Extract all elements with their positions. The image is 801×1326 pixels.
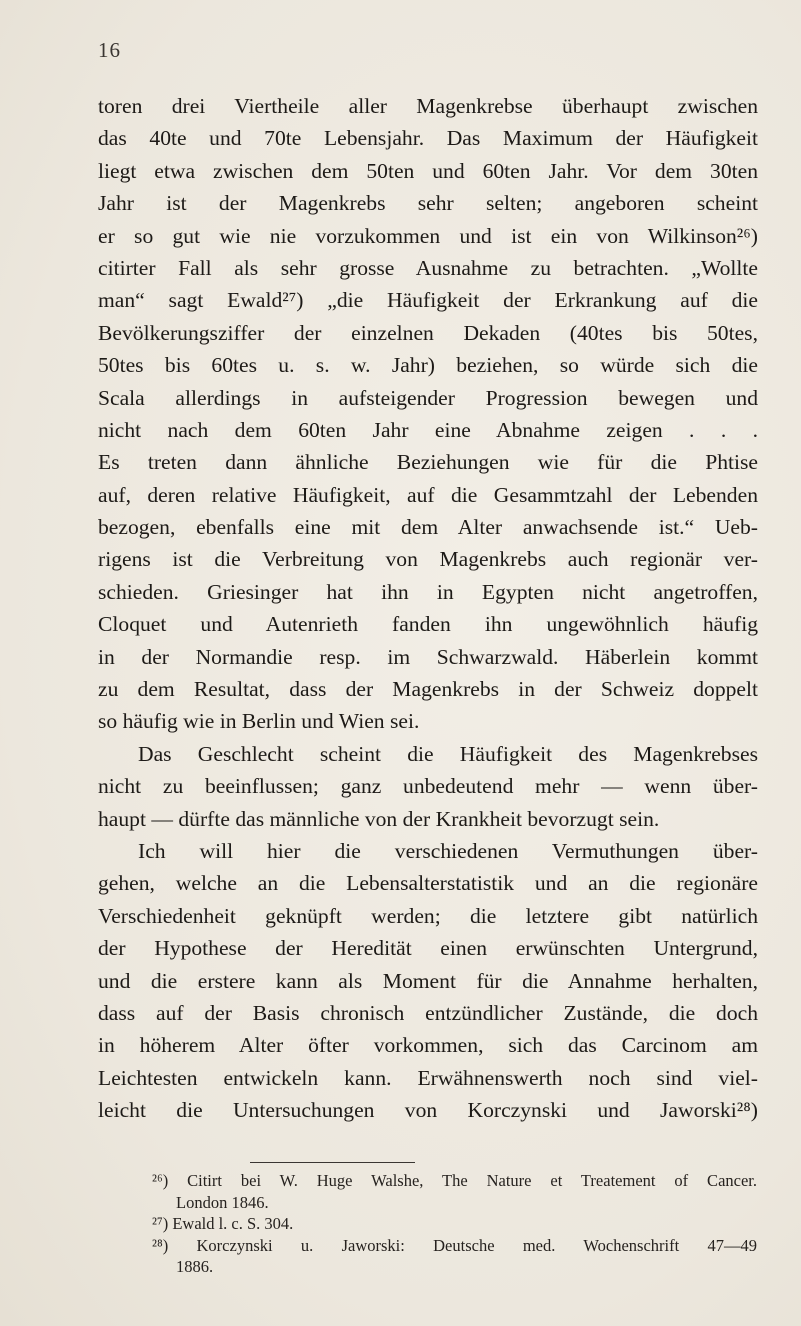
text-line: toren drei Viertheile aller Magenkrebse überhaupt zwischen	[98, 94, 758, 118]
text-line: dass auf der Basis chronisch entzündlicher Zustände, die doch	[98, 1000, 758, 1025]
text-line: liegt etwa zwischen dem 50ten und 60ten Jahr. Vor dem 30ten	[98, 158, 758, 183]
footnote-26: ²⁶) Citirt bei W. Huge Walshe, The Nature et Treatement of Cancer.	[152, 1171, 757, 1190]
page-number: 16	[98, 38, 121, 62]
text-line: er so gut wie nie vorzukommen und ist ein von Wilkinson²⁶)	[98, 223, 758, 248]
text-line: Verschiedenheit geknüpft werden; die letztere gibt natürlich	[98, 903, 758, 928]
text-line-paragraph-start: Das Geschlecht scheint die Häufigkeit des Magenkrebses	[138, 741, 758, 766]
text-line: citirter Fall als sehr grosse Ausnahme zu betrachten. „Wollte	[98, 255, 758, 280]
text-line: bezogen, ebenfalls eine mit dem Alter anwachsende ist.“ Ueb-	[98, 515, 758, 540]
text-line: rigens ist die Verbreitung von Magenkrebs auch regionär ver-	[98, 547, 758, 572]
text-line: zu dem Resultat, dass der Magenkrebs in der Schweiz doppelt	[98, 677, 758, 702]
text-line: 50tes bis 60tes u. s. w. Jahr) beziehen, so würde sich die	[98, 353, 758, 378]
text-line: man“ sagt Ewald²⁷) „die Häufigkeit der Erkrankung auf die	[98, 288, 758, 313]
text-line: Scala allerdings in aufsteigender Progression bewegen und	[98, 385, 758, 410]
text-line: haupt — dürfte das männliche von der Krankheit bevorzugt sein.	[98, 806, 660, 831]
footnote-divider	[250, 1162, 415, 1163]
text-line: auf, deren relative Häufigkeit, auf die Gesammtzahl der Lebenden	[98, 482, 758, 507]
text-line: der Hypothese der Heredität einen erwünschten Untergrund,	[98, 936, 758, 961]
text-line: und die erstere kann als Moment für die Annahme herhalten,	[98, 968, 758, 993]
footnote-26-continuation: London 1846.	[176, 1192, 269, 1212]
footnote-28: ²⁸) Korczynski u. Jaworski: Deutsche med. Wochenschrift 47—49	[152, 1235, 757, 1255]
text-line: Es treten dann ähnliche Beziehungen wie für die Phtise	[98, 450, 758, 475]
text-line: nicht zu beeinflussen; ganz unbedeutend mehr — wenn über-	[98, 774, 758, 799]
body-text	[98, 90, 758, 1127]
text-line: in höherem Alter öfter vorkommen, sich das Carcinom am	[98, 1033, 758, 1058]
footnotes	[152, 1170, 757, 1278]
footnote-27: ²⁷) Ewald l. c. S. 304.	[152, 1214, 294, 1233]
text-line: leicht die Untersuchungen von Korczynski und Jaworski²⁸)	[98, 1098, 758, 1123]
text-line: Bevölkerungsziffer der einzelnen Dekaden (40tes bis 50tes,	[98, 320, 758, 345]
text-line: in der Normandie resp. im Schwarzwald. Häberlein kommt	[98, 644, 758, 669]
text-line: nicht nach dem 60ten Jahr eine Abnahme zeigen . . .	[98, 417, 758, 442]
text-line-paragraph-start: Ich will hier die verschiedenen Vermuthungen über-	[138, 838, 758, 863]
text-line: das 40te und 70te Lebensjahr. Das Maximum der Häufigkeit	[98, 126, 758, 151]
text-line: so häufig wie in Berlin und Wien sei.	[98, 709, 420, 734]
text-line: Leichtesten entwickeln kann. Erwähnenswerth noch sind viel-	[98, 1065, 758, 1090]
text-line: Jahr ist der Magenkrebs sehr selten; angeboren scheint	[98, 191, 758, 216]
text-line: gehen, welche an die Lebensalterstatistik und an die regionäre	[98, 871, 758, 896]
text-line: Cloquet und Autenrieth fanden ihn ungewöhnlich häufig	[98, 612, 758, 637]
footnote-28-continuation: 1886.	[176, 1257, 214, 1276]
text-line: schieden. Griesinger hat ihn in Egypten nicht angetroffen,	[98, 579, 758, 604]
